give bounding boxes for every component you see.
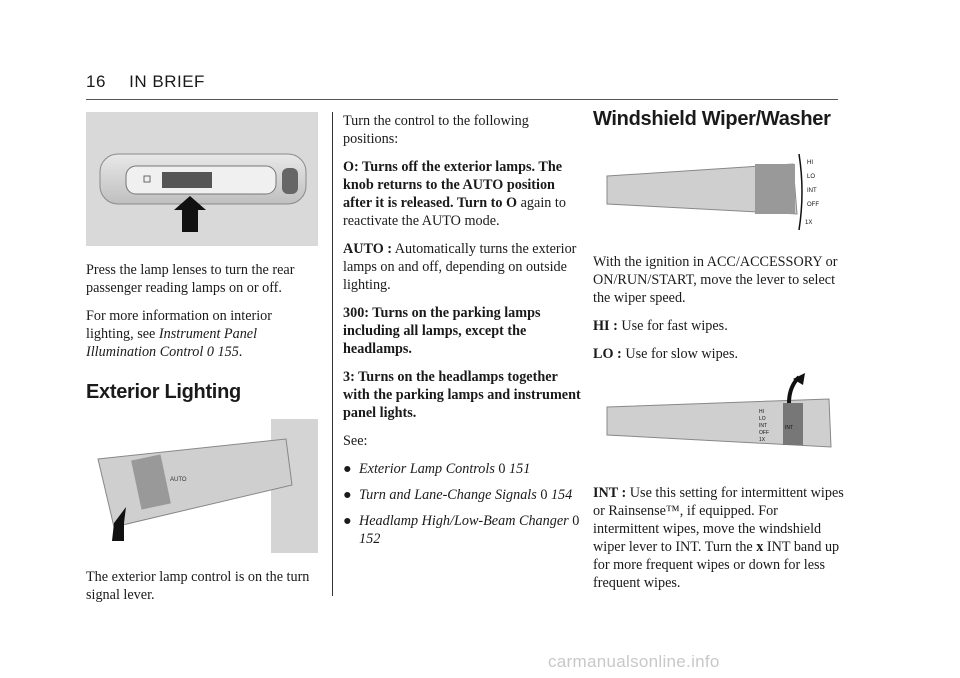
lo-text: LO : Use for slow wipes. xyxy=(593,346,739,362)
wiper-int-figure xyxy=(593,373,845,473)
lever-label-hi: HI xyxy=(807,160,813,166)
int-text: INT : Use this setting for intermittent wipes or Rainsense™, if equipped. For intermittent wipes, move the windshield wiper lever to INT. Turn the x INT band up for more frequent wipes or down for less frequent wipes. xyxy=(593,485,844,591)
headlamp-icon: 3 xyxy=(343,369,351,385)
off-position-text: O: Turns off the exterior lamps. The knob returns to the AUTO position after it is released. Turn to O again to reactivate the AUTO mode. xyxy=(343,159,566,229)
bullet-icon: ● xyxy=(343,461,352,477)
wiper-int-icon: x xyxy=(756,539,764,555)
lamp-lens-text: Press the lamp lenses to turn the rear passenger reading lamps on or off. xyxy=(86,262,295,296)
headlamps-text: 3: Turns on the headlamps together with the parking lamps and instrument panel lights. xyxy=(343,369,581,421)
auto-position-text: AUTO : Automatically turns the exterior lamps on and off, depending on outside lighting. xyxy=(343,241,577,293)
wiper-lever-figure xyxy=(593,142,845,242)
parking-lamps-text: 300: Turns on the parking lamps including all lamps, except the headlamps. xyxy=(343,305,541,357)
lamp-control-text: The exterior lamp control is on the turn signal lever. xyxy=(86,569,310,603)
int-lever-label-hi: HI xyxy=(759,409,764,415)
wiper-intro: With the ignition in ACC/ACCESSORY or ON/RUN/START, move the lever to select the wiper speed. xyxy=(593,254,838,306)
list-item[interactable]: ● Turn and Lane-Change Signals 0 154 xyxy=(343,487,573,503)
page-header xyxy=(86,72,205,92)
int-lever-label-lo: LO xyxy=(759,416,766,422)
lever-label-off: OFF xyxy=(807,202,819,208)
int-lever-label-off: OFF xyxy=(759,430,769,436)
int-band-label: INT xyxy=(785,425,794,431)
ref-link[interactable]: Instrument Panel Illumination Control xyxy=(86,326,258,360)
power-off-icon: O xyxy=(343,159,355,175)
int-lever-label-1x: 1X xyxy=(759,437,766,443)
reading-lamp-figure xyxy=(86,112,318,246)
list-item[interactable]: ● Exterior Lamp Controls 0 151 xyxy=(343,461,531,477)
watermark: carmanualsonline.info xyxy=(548,652,720,671)
bullet-icon: ● xyxy=(343,487,352,503)
parking-lamp-icon: 300 xyxy=(343,305,365,321)
int-lever-label-int: INT xyxy=(759,423,768,429)
section-title: IN BRIEF xyxy=(129,72,205,91)
see-label: See: xyxy=(343,433,368,449)
interior-lighting-ref: For more information on interior lighting, see Instrument Panel Illumination Control 0 155. xyxy=(86,308,272,360)
column-left xyxy=(86,112,322,614)
page-arrow-icon: 0 xyxy=(572,513,580,529)
bullet-icon: ● xyxy=(343,513,352,529)
lamp-control-figure xyxy=(86,419,318,553)
auto-label: AUTO : xyxy=(343,241,393,257)
auto-label: AUTO xyxy=(170,477,187,483)
positions-intro: Turn the control to the following positions: xyxy=(343,113,529,147)
exterior-lighting-heading: Exterior Lighting xyxy=(86,381,241,403)
page-number: 16 xyxy=(86,72,106,91)
wiper-heading: Windshield Wiper/Washer xyxy=(593,108,831,130)
page-arrow-icon: 0 xyxy=(206,344,214,360)
page-arrow-icon: 0 xyxy=(498,461,506,477)
column-middle xyxy=(343,112,583,556)
list-item[interactable]: ● Headlamp High/Low-Beam Changer 0 152 xyxy=(343,513,580,547)
page-arrow-icon: 0 xyxy=(540,487,548,503)
lever-label-int: INT xyxy=(807,188,817,194)
power-off-icon-inline: O xyxy=(506,195,518,211)
lever-label-lo: LO xyxy=(807,174,816,180)
hi-text: HI : Use for fast wipes. xyxy=(593,318,728,334)
column-divider xyxy=(332,112,333,596)
column-right xyxy=(593,110,845,602)
lever-label-1x: 1X xyxy=(805,220,813,226)
header-rule xyxy=(86,99,838,100)
